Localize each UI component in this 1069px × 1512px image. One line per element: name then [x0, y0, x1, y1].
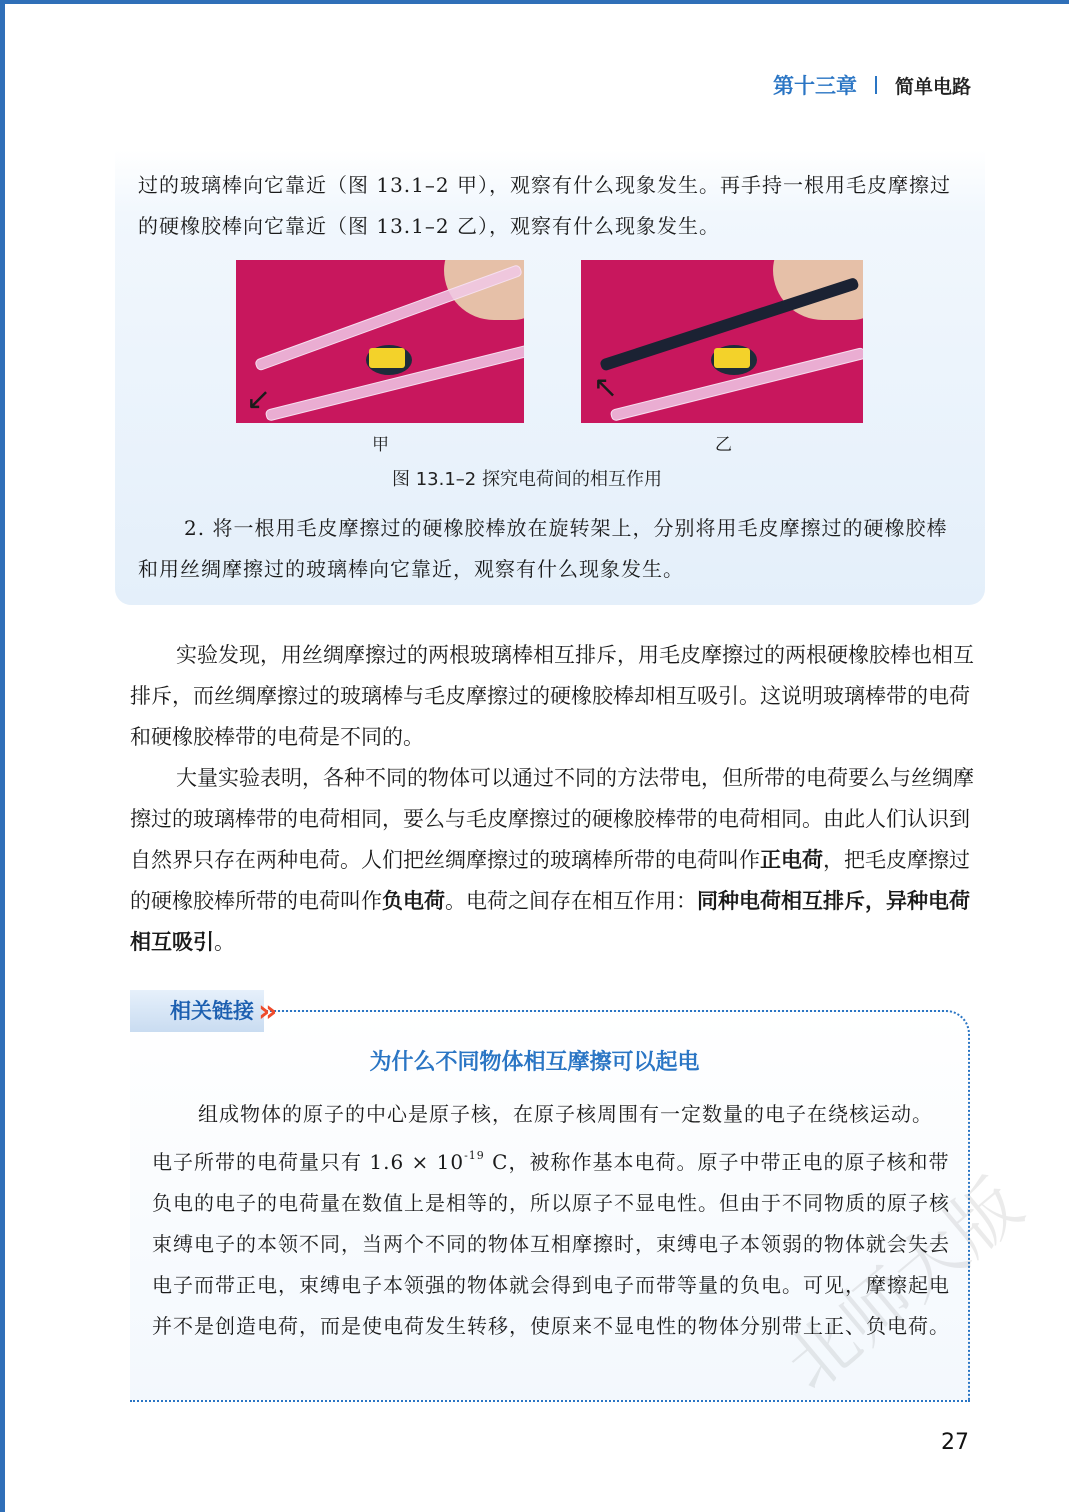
body-paragraph-2-text-c: 。电荷之间存在相互作用： — [445, 889, 697, 913]
body-paragraph-2-text-a: 大量实验表明，各种不同的物体可以通过不同的方法带电，但所带的电荷要么与丝绸摩擦过的玻璃棒带的电荷相同，要么与毛皮摩擦过的硬橡胶棒带的电荷相同。由此人们认识到自然界只存在两种电荷。人们把丝绸摩擦过的玻璃棒所带的电荷叫作 — [130, 766, 974, 872]
chapter-title: 第十三章 — [772, 74, 857, 98]
figure-caption: 图 13.1–2 探究电荷间的相互作用 — [392, 469, 662, 490]
header-divider — [875, 76, 877, 94]
page-number: 27 — [941, 1430, 969, 1455]
figure-label-a: 甲 — [372, 435, 389, 455]
related-text-b: C，被称作基本电荷。原子中带正电的原子核和带负电的电子的电荷量在数值上是相等的，所以原子不显电性。但由于不同物质的原子核束缚电子的本领不同，当两个不同的物体互相摩擦时，束缚电子本领弱的物体就会失去电子而带正电，束缚电子本领强的物体就会得到电子而带等量的负电。可见，摩擦起电并不是创造电荷，而是使电荷发生转移，使原来不显电性的物体分别带上正、负电荷。 — [152, 1150, 950, 1338]
experiment-paragraph-1: 过的玻璃棒向它靠近（图 13.1–2 甲），观察有什么现象发生。再手持一根用毛皮摩擦过的硬橡胶棒向它靠近（图 13.1–2 乙），观察有什么现象发生。 — [138, 173, 951, 238]
term-positive-charge: 正电荷 — [760, 848, 823, 872]
body-paragraph-2-text-d: 。 — [214, 930, 235, 954]
curved-arrow-icon: ↖ — [593, 370, 619, 405]
curved-arrow-icon: ↙ — [246, 382, 272, 417]
yellow-clip — [714, 348, 750, 368]
experiment-paragraph-2 — [138, 508, 968, 590]
section-title: 简单电路 — [894, 75, 971, 98]
yellow-clip — [369, 348, 405, 368]
body-paragraph-2-text-b: ，把毛皮摩擦过的硬橡胶棒所带的电荷叫作 — [130, 848, 970, 913]
charge-interaction-rule: 同种电荷相互排斥，异种电荷相互吸引 — [130, 889, 970, 954]
exponent: -19 — [464, 1149, 485, 1162]
related-link-label: 相关链接 — [130, 990, 264, 1032]
figure-photo-b — [581, 260, 863, 423]
experiment-paragraph-2-text: 2. 将一根用毛皮摩擦过的硬橡胶棒放在旋转架上，分别将用毛皮摩擦过的硬橡胶棒和用丝绸摩擦过的玻璃棒向它靠近，观察有什么现象发生。 — [138, 516, 948, 581]
page-frame-top — [0, 0, 1069, 4]
body-paragraph-1-text: 实验发现，用丝绸摩擦过的两根玻璃棒相互排斥，用毛皮摩擦过的两根硬橡胶棒也相互排斥，而丝绸摩擦过的玻璃棒与毛皮摩擦过的硬橡胶棒却相互吸引。这说明玻璃棒带的电荷和硬橡胶棒带的电荷是不同的。 — [130, 643, 974, 749]
figure-photo-a — [236, 260, 524, 423]
body-paragraph-1 — [130, 635, 975, 758]
related-link-tab — [130, 990, 277, 1032]
page-frame-left — [0, 0, 5, 1512]
related-link-title: 为什么不同物体相互摩擦可以起电 — [369, 1050, 700, 1075]
term-negative-charge: 负电荷 — [382, 889, 445, 913]
body-paragraph-2 — [130, 758, 975, 963]
running-header — [773, 70, 971, 100]
figure-label-b: 乙 — [715, 435, 732, 455]
related-text-a: 组成物体的原子的中心是原子核，在原子核周围有一定数量的电子在绕核运动。电子所带的电荷量只有 1.6 × 10 — [152, 1102, 933, 1174]
double-chevron-right-icon: » — [258, 993, 278, 1029]
publisher-watermark: 北师大版 — [769, 1163, 1038, 1407]
